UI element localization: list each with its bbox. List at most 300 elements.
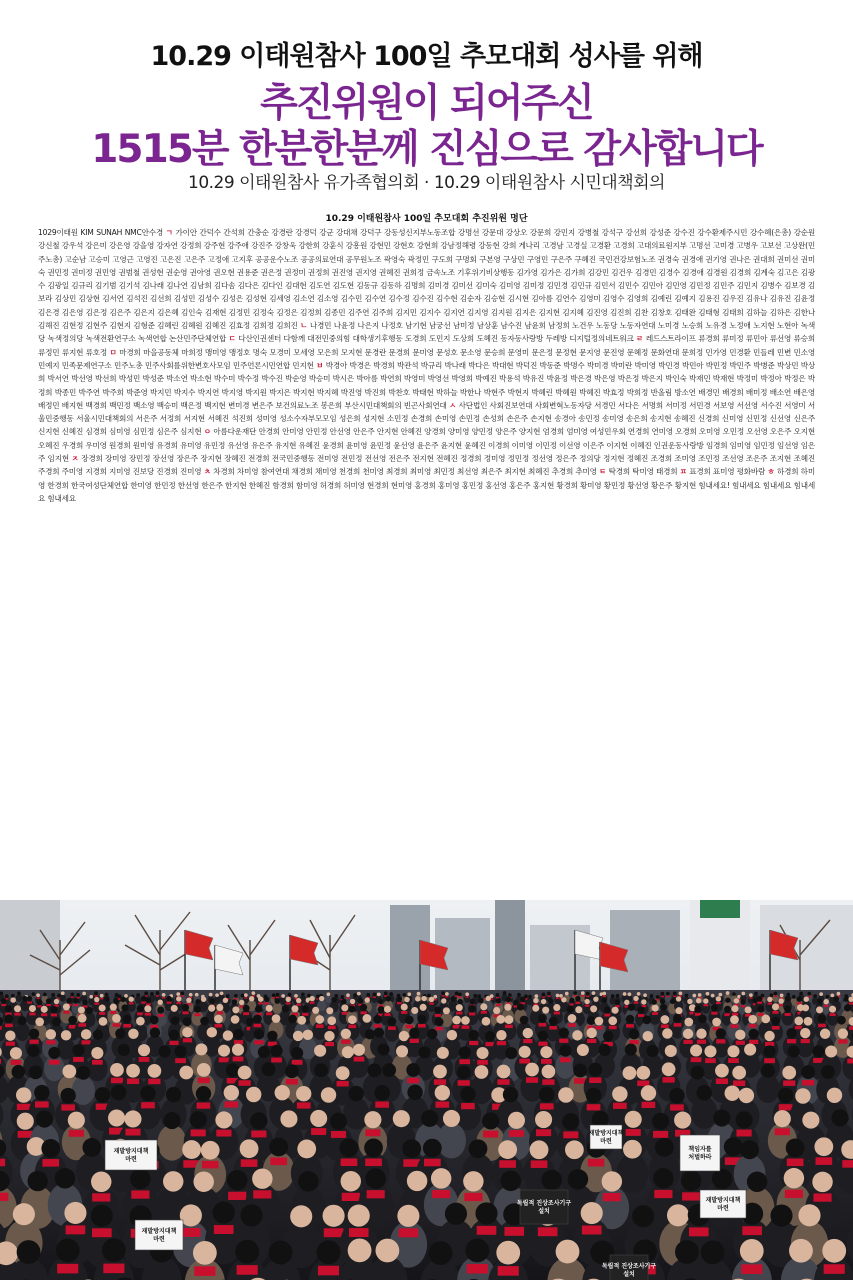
red-scarf — [728, 1058, 739, 1063]
red-scarf — [175, 1058, 186, 1063]
person-head — [358, 998, 363, 1003]
red-scarf — [162, 997, 165, 999]
red-scarf — [14, 1013, 20, 1016]
person-head — [409, 1028, 419, 1038]
person-head — [224, 1085, 239, 1100]
red-scarf — [764, 1058, 775, 1063]
red-scarf — [302, 1013, 308, 1016]
person-head — [396, 1045, 408, 1057]
red-scarf — [111, 1078, 123, 1084]
red-scarf — [842, 1160, 853, 1168]
person-head — [120, 997, 125, 1002]
header — [0, 0, 853, 210]
person-head — [612, 1086, 627, 1101]
person-head — [82, 1000, 87, 1005]
person-head — [68, 1112, 85, 1129]
person-head — [458, 992, 462, 996]
person-head — [388, 1017, 397, 1026]
person-head — [716, 1028, 726, 1038]
person-head — [503, 1087, 518, 1102]
person-head — [441, 991, 445, 995]
person-head — [556, 994, 560, 998]
person-head — [27, 1171, 47, 1191]
person-head — [435, 1085, 450, 1100]
person-head — [46, 1029, 56, 1039]
red-scarf — [131, 1190, 149, 1198]
person-head — [782, 1066, 796, 1080]
person-head — [384, 991, 388, 995]
person-head — [482, 1112, 499, 1129]
person-head — [115, 1028, 125, 1038]
person-head — [402, 1139, 421, 1158]
person-head — [519, 1046, 531, 1058]
person-head — [615, 999, 620, 1004]
person-head — [14, 1005, 21, 1012]
person-head — [254, 1029, 264, 1039]
person-head — [421, 1110, 438, 1127]
red-scarf — [169, 1041, 178, 1045]
red-scarf — [691, 1057, 702, 1062]
person-head — [435, 1018, 444, 1027]
red-scarf — [603, 1193, 621, 1201]
person-head — [418, 1046, 430, 1058]
person-head — [176, 996, 181, 1001]
person-head — [520, 997, 525, 1002]
person-head — [547, 992, 551, 996]
person-head — [780, 994, 784, 998]
person-head — [804, 997, 809, 1002]
person-head — [530, 1140, 549, 1159]
person-head — [406, 1063, 420, 1077]
red-scarf — [539, 1023, 547, 1027]
person-head — [310, 1110, 327, 1127]
red-scarf — [182, 1011, 188, 1014]
person-head — [505, 1015, 514, 1024]
person-head — [684, 1018, 693, 1027]
red-scarf — [547, 995, 550, 997]
person-head — [51, 993, 55, 997]
initial-marker: ㄱ — [165, 228, 176, 237]
person-head — [296, 1086, 311, 1101]
person-head — [652, 1005, 659, 1012]
name-group: 하경희 하미영 한경희 한국여성단체연합 한미영 한민정 한선영 한은주 한지현 한혜진 함경희 함미영 허경희 허미영 현경희 현미영 홍경희 홍미영 홍민정 홍선영 홍은주 홍지현 황경희 황미영 황민정 황선영 황은주 황지현 힘내세요! 힘내세요 힘내세요 힘내세요 힘내세요 — [38, 467, 815, 503]
red-scarf — [92, 1193, 110, 1201]
person-head — [99, 1005, 106, 1012]
red-scarf — [296, 1004, 301, 1006]
name-group: 표경희 표미영 평화바람 — [689, 467, 768, 477]
red-scarf — [17, 1104, 31, 1110]
person-body — [15, 1023, 30, 1041]
person-head — [559, 994, 563, 998]
red-scarf — [595, 1026, 603, 1030]
initial-marker: ㄴ — [300, 321, 310, 331]
person-head — [150, 1016, 159, 1025]
person-head — [754, 992, 758, 996]
red-scarf — [733, 1080, 745, 1086]
person-head — [825, 995, 829, 999]
red-scarf — [716, 1078, 728, 1084]
person-head — [761, 1064, 775, 1078]
person-head — [64, 1202, 86, 1224]
person-head — [602, 992, 606, 996]
person-head — [650, 994, 654, 998]
person-head — [478, 998, 483, 1003]
person-head — [420, 1004, 427, 1011]
person-head — [713, 1109, 730, 1126]
red-scarf — [254, 1040, 263, 1044]
person-head — [673, 1014, 682, 1023]
person-head — [374, 1085, 389, 1100]
red-scarf — [673, 996, 676, 998]
initial-marker: ㄷ — [228, 334, 239, 344]
person-head — [175, 1045, 187, 1057]
red-scarf — [775, 1128, 790, 1135]
person-head — [275, 999, 280, 1004]
red-scarf — [71, 996, 74, 998]
person-head — [368, 1063, 382, 1077]
person-head — [61, 991, 65, 995]
red-scarf — [266, 1012, 272, 1015]
person-body — [782, 1011, 794, 1026]
person-head — [156, 991, 160, 995]
person-head — [496, 1015, 505, 1024]
red-scarf — [711, 1012, 717, 1015]
person-head — [538, 1014, 547, 1023]
red-scarf — [772, 1026, 780, 1030]
red-scarf — [705, 1058, 716, 1063]
person-head — [641, 999, 646, 1004]
sign-text: 설치 — [623, 1271, 635, 1278]
person-head — [346, 993, 350, 997]
person-head — [415, 996, 420, 1001]
red-scarf — [94, 1003, 99, 1005]
red-scarf — [772, 1011, 778, 1014]
person-head — [817, 999, 822, 1004]
red-scarf — [642, 1102, 656, 1108]
red-scarf — [741, 1005, 746, 1007]
red-scarf — [148, 1079, 160, 1085]
red-scarf — [581, 995, 584, 997]
red-scarf — [81, 1040, 90, 1044]
person-head — [626, 1015, 635, 1024]
red-scarf — [538, 1227, 558, 1236]
person-head — [477, 1047, 489, 1059]
red-scarf — [626, 1024, 634, 1028]
person-head — [825, 1045, 837, 1057]
red-scarf — [588, 1159, 605, 1167]
person-head — [288, 1015, 297, 1024]
person-head — [239, 1000, 244, 1005]
person-head — [95, 1087, 110, 1102]
red-scarf — [582, 1226, 602, 1235]
initial-marker: ㅅ — [448, 400, 459, 410]
red-scarf — [349, 1228, 369, 1237]
red-scarf — [1, 1004, 6, 1006]
red-scarf — [697, 1040, 706, 1044]
person-head — [800, 1028, 810, 1038]
person-head — [679, 992, 683, 996]
red-scarf — [129, 1002, 134, 1004]
red-scarf — [241, 1159, 258, 1167]
red-scarf — [469, 1013, 475, 1016]
person-head — [405, 1015, 414, 1024]
red-scarf — [286, 1002, 291, 1004]
person-head — [186, 997, 191, 1002]
person-head — [255, 1006, 262, 1013]
initial-marker: ㅊ — [203, 467, 214, 477]
person-head — [625, 1111, 642, 1128]
person-head — [740, 1140, 759, 1159]
person-head — [363, 1014, 372, 1023]
red-scarf — [46, 1040, 55, 1044]
red-scarf — [397, 1002, 402, 1004]
initial-marker: ㅎ — [767, 467, 778, 477]
person-head — [43, 993, 47, 997]
person-head — [294, 994, 298, 998]
person-head — [629, 1029, 639, 1039]
protest-sign — [680, 1135, 720, 1171]
person-head — [798, 1204, 820, 1226]
person-head — [774, 1110, 791, 1127]
person-head — [813, 994, 817, 998]
person-head — [194, 1006, 201, 1013]
person-head — [269, 1138, 288, 1157]
red-scarf — [37, 1005, 42, 1007]
person-head — [581, 1202, 603, 1224]
red-scarf — [146, 1003, 151, 1005]
person-head — [603, 1031, 613, 1041]
person-head — [652, 1113, 669, 1130]
person-head — [404, 997, 409, 1002]
person-head — [81, 1029, 91, 1039]
person-head — [233, 1029, 243, 1039]
person-head — [736, 1111, 753, 1128]
red-scarf — [554, 1012, 560, 1015]
person-head — [592, 991, 596, 995]
person-head — [533, 998, 538, 1003]
person-head — [102, 1238, 126, 1262]
person-head — [377, 1043, 389, 1055]
person-head — [22, 996, 27, 1001]
red-scarf — [244, 997, 247, 999]
person-head — [302, 1005, 309, 1012]
person-head — [382, 1063, 396, 1077]
red-scarf — [354, 1057, 365, 1062]
person-head — [508, 993, 512, 997]
person-head — [731, 1005, 738, 1012]
red-scarf — [407, 1078, 419, 1084]
person-head — [136, 1017, 145, 1026]
person-head — [820, 1029, 830, 1039]
person-head — [193, 1241, 217, 1265]
person-head — [548, 998, 553, 1003]
header-main-line-2: 1515분 한분한분께 진심으로 감사합니다 — [91, 127, 762, 172]
person-head — [718, 993, 722, 997]
person-head — [144, 991, 148, 995]
red-scarf — [586, 996, 589, 998]
red-scarf — [374, 1024, 382, 1028]
person-head — [397, 996, 402, 1001]
red-scarf — [731, 1025, 739, 1029]
red-scarf — [797, 1002, 802, 1004]
person-head — [556, 1240, 580, 1264]
red-scarf — [661, 1024, 669, 1028]
red-scarf — [637, 1081, 649, 1087]
person-head — [60, 1088, 75, 1103]
person-head — [288, 993, 292, 997]
person-head — [789, 1239, 813, 1263]
person-head — [401, 1003, 408, 1010]
person-head — [778, 998, 783, 1003]
red-scarf — [785, 1013, 791, 1016]
initial-marker: ㅍ — [679, 467, 690, 477]
red-scarf — [297, 1102, 311, 1108]
red-scarf — [61, 1104, 75, 1110]
red-scarf — [483, 1131, 498, 1138]
person-head — [482, 1017, 491, 1026]
person-head — [508, 1112, 525, 1129]
person-head — [46, 998, 51, 1003]
person-head — [140, 1086, 155, 1101]
person-head — [553, 1004, 560, 1011]
person-head — [623, 1140, 642, 1159]
person-head — [326, 992, 330, 996]
person-head — [159, 1045, 171, 1057]
person-head — [485, 1031, 495, 1041]
person-head — [458, 999, 463, 1004]
red-scarf — [156, 995, 159, 997]
red-scarf — [749, 997, 752, 999]
sign-text: 설치 — [538, 1208, 550, 1215]
red-scarf — [405, 1025, 413, 1029]
person-head — [272, 993, 276, 997]
red-scarf — [499, 1160, 516, 1168]
person-head — [258, 997, 263, 1002]
person-head — [830, 993, 834, 997]
person-head — [637, 992, 641, 996]
person-head — [378, 999, 383, 1004]
red-scarf — [736, 1041, 745, 1045]
person-head — [801, 1065, 815, 1079]
person-head — [327, 1016, 336, 1025]
person-head — [86, 1007, 93, 1014]
person-head — [27, 996, 32, 1001]
person-head — [99, 1017, 108, 1026]
person-head — [698, 993, 702, 997]
person-head — [364, 1139, 383, 1158]
person-head — [201, 1141, 220, 1160]
person-head — [685, 994, 689, 998]
person-head — [681, 1171, 701, 1191]
person-head — [250, 1112, 267, 1129]
person-head — [196, 1086, 211, 1101]
red-scarf — [774, 996, 777, 998]
person-head — [16, 1087, 31, 1102]
person-head — [82, 1138, 101, 1157]
red-scarf — [276, 997, 279, 999]
person-head — [197, 1063, 211, 1077]
person-head — [70, 992, 74, 996]
red-scarf — [783, 1080, 795, 1086]
person-head — [724, 1137, 743, 1156]
person-head — [280, 1110, 297, 1127]
person-head — [5, 1005, 12, 1012]
red-scarf — [243, 1012, 249, 1015]
red-scarf — [818, 1024, 826, 1028]
person-head — [656, 995, 660, 999]
person-head — [291, 1005, 298, 1012]
person-head — [113, 998, 118, 1003]
person-head — [568, 1169, 588, 1189]
person-head — [189, 993, 193, 997]
person-head — [91, 1047, 103, 1059]
person-head — [493, 1007, 500, 1014]
red-scarf — [456, 1012, 462, 1015]
person-head — [78, 1006, 85, 1013]
red-scarf — [36, 997, 39, 999]
person-head — [29, 1066, 43, 1080]
person-head — [480, 1003, 487, 1010]
person-body — [555, 1054, 575, 1079]
person-head — [505, 1047, 517, 1059]
person-head — [76, 1066, 90, 1080]
person-head — [741, 992, 745, 996]
person-head — [286, 997, 291, 1002]
person-head — [215, 993, 219, 997]
person-head — [293, 1031, 303, 1041]
person-head — [56, 1238, 80, 1262]
person-head — [525, 1063, 539, 1077]
person-head — [652, 999, 657, 1004]
red-scarf — [749, 1024, 757, 1028]
sign-text: 마련 — [125, 1156, 137, 1163]
person-head — [62, 1065, 76, 1079]
person-head — [427, 1029, 437, 1039]
person-body — [691, 1097, 717, 1129]
red-scarf — [77, 997, 80, 999]
person-head — [314, 1063, 328, 1077]
person-head — [150, 992, 154, 996]
person-head — [411, 1007, 418, 1014]
person-head — [11, 997, 16, 1002]
person-head — [54, 999, 59, 1004]
person-head — [802, 1004, 809, 1011]
name-group: 탁경희 탁미영 태경희 — [608, 467, 680, 477]
person-head — [799, 992, 803, 996]
person-head — [238, 1066, 252, 1080]
person-head — [660, 1004, 667, 1011]
person-body — [44, 1056, 64, 1081]
person-head — [166, 996, 171, 1001]
person-head — [144, 1005, 151, 1012]
red-scarf — [348, 1025, 356, 1029]
red-scarf — [139, 1057, 150, 1062]
person-head — [223, 1030, 233, 1040]
red-scarf — [464, 1193, 482, 1201]
person-head — [696, 1029, 706, 1039]
red-scarf — [63, 1011, 69, 1014]
red-scarf — [429, 1002, 434, 1004]
red-scarf — [202, 1161, 219, 1169]
person-head — [662, 1028, 672, 1038]
red-scarf — [51, 1014, 57, 1017]
person-head — [36, 993, 40, 997]
person-head — [625, 1044, 637, 1056]
person-head — [29, 1029, 39, 1039]
person-head — [118, 1044, 130, 1056]
person-head — [788, 1045, 800, 1057]
red-scarf — [540, 1103, 554, 1109]
